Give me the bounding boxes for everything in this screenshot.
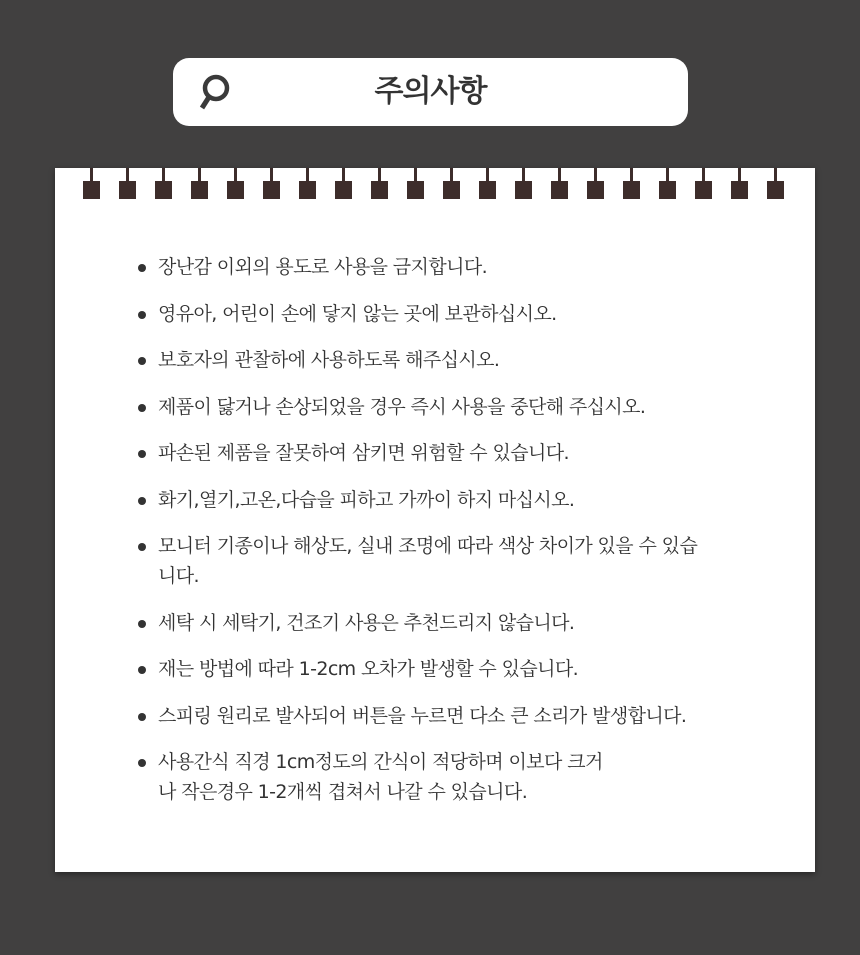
caution-item: 스피링 원리로 발사되어 버튼을 누르면 다소 큰 소리가 발생합니다. (135, 701, 815, 731)
caution-item: 세탁 시 세탁기, 건조기 사용은 추천드리지 않습니다. (135, 608, 815, 638)
binder-hole (83, 168, 100, 199)
caution-item: 영유아, 어린이 손에 닿지 않는 곳에 보관하십시오. (135, 299, 815, 329)
binder-hole (263, 168, 280, 199)
binder-hole (623, 168, 640, 199)
caution-item: 장난감 이외의 용도로 사용을 금지합니다. (135, 252, 815, 282)
caution-item: 파손된 제품을 잘못하여 삼키면 위험할 수 있습니다. (135, 438, 815, 468)
binder-hole (659, 168, 676, 199)
caution-item: 화기,열기,고온,다습을 피하고 가까이 하지 마십시오. (135, 485, 815, 515)
binder-hole (371, 168, 388, 199)
binder-hole (587, 168, 604, 199)
binder-hole (767, 168, 784, 199)
caution-list (135, 252, 815, 824)
binder-hole (299, 168, 316, 199)
caution-item: 사용간식 직경 1cm정도의 간식이 적당하며 이보다 크거나 작은경우 1-2개씩 겹쳐서 나갈 수 있습니다. (135, 747, 603, 807)
binder-hole (407, 168, 424, 199)
binder-hole (119, 168, 136, 199)
binder-hole (443, 168, 460, 199)
binder-hole (551, 168, 568, 199)
page-title: 주의사항 (374, 74, 487, 109)
notepad-paper (55, 168, 815, 872)
notice-header (173, 58, 688, 126)
binder-hole (335, 168, 352, 199)
binder-hole (191, 168, 208, 199)
binder-hole (227, 168, 244, 199)
caution-item: 보호자의 관찰하에 사용하도록 해주십시오. (135, 345, 815, 375)
caution-item: 재는 방법에 따라 1-2cm 오차가 발생할 수 있습니다. (135, 654, 815, 684)
caution-item: 제품이 닳거나 손상되었을 경우 즉시 사용을 중단해 주십시오. (135, 392, 815, 422)
binder-hole (479, 168, 496, 199)
binder-hole (731, 168, 748, 199)
binder-hole (155, 168, 172, 199)
caution-item: 모니터 기종이나 해상도, 실내 조명에 따라 색상 차이가 있을 수 있습니다. (135, 531, 698, 591)
binder-hole (695, 168, 712, 199)
binder-hole (515, 168, 532, 199)
